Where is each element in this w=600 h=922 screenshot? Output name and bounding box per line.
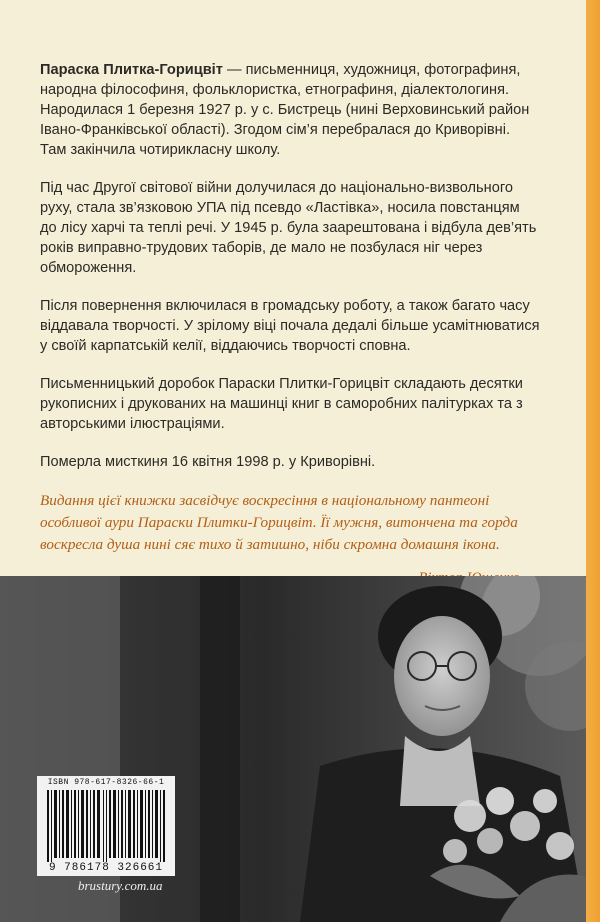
isbn-text: ISBN 978-617-8326-66-1 <box>47 778 165 787</box>
author-photo <box>0 576 586 922</box>
author-name: Параска Плитка-Горицвіт <box>40 62 223 78</box>
paragraph-war: Під час Другої світової війни долучилася до національно-визвольного руху, стала зв’язковою УПА під псевдо «Ластівка», носила повстанцям до лісу харчі та теплі речі. У 1945 р. була заарештована і відбула дев’ять років виправно-трудових таборів, де мало не позбулася ніг через обмороження. <box>40 180 537 276</box>
paragraph-legacy: Письменницький доробок Параски Плитки-Горицвіт складають десятки рукописних і друкованих на машинці книг в саморобних палітурках та з авторськими ілюстраціями. <box>40 376 523 432</box>
quote-text: Видання цієї книжки засвідчує воскресіння в національному пантеоні особливої аури Параски Плитки-Горицвіт. Її мужня, витончена та горда воскресла душа нині сяє тихо й затишно, ніби скромна домашня ікона. <box>40 492 518 553</box>
barcode-bars <box>37 776 175 876</box>
bio-paragraph <box>40 60 540 160</box>
paragraph-death: Померла мисткиня 16 квітня 1998 р. у Криворівні. <box>40 454 376 470</box>
bio-intro: — письменниця, художниця, фотографиня, народна філософиня, фольклористка, етнографиня, діалектологиня. Народилася 1 березня 1927 р. у с. Бистрець (нині Верховинський район Івано-Франківської області). Згодом сім’я перебралася до Криворівні. Там закінчила чотирикласну школу. <box>40 62 530 158</box>
barcode <box>37 776 175 876</box>
publisher-website: brustury.com.ua <box>78 878 163 893</box>
annotation-text <box>40 60 540 588</box>
barcode-digits: 9 786178 326661 <box>48 862 164 874</box>
paragraph-return: Після повернення включилася в громадську роботу, а також багато часу віддавала творчості. У зрілому віці почала дедалі більше усамітнюватися у своїй карпатській келії, віддаючись творчості сповна. <box>40 298 540 354</box>
